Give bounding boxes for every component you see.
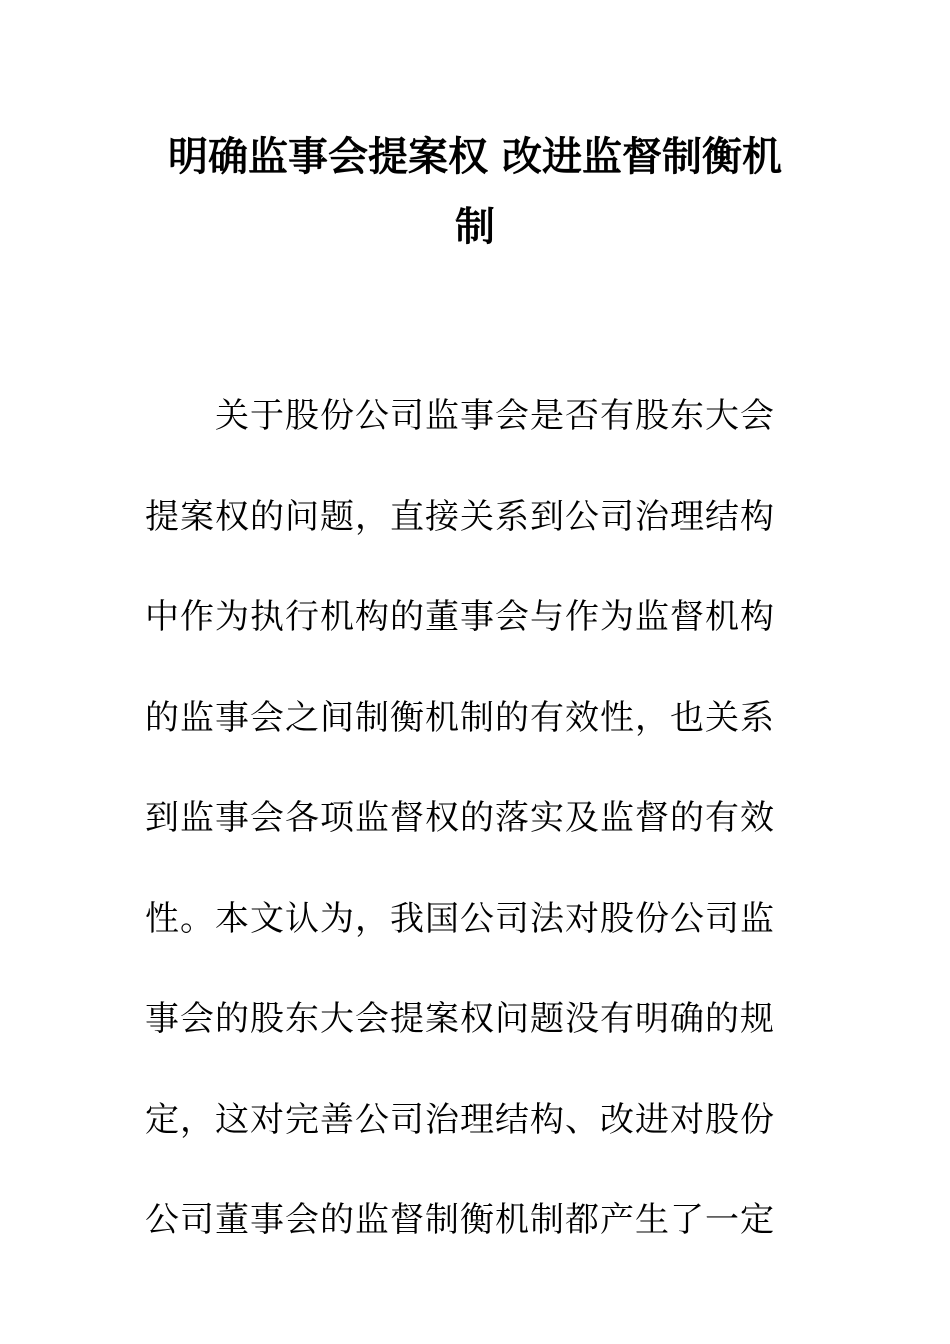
body-line-6: 性。本文认为，我国公司法对股份公司监 [145, 898, 775, 939]
body-line-7: 事会的股东大会提案权问题没有明确的规 [145, 999, 775, 1039]
title-line-2: 制 [455, 204, 495, 250]
body-line-3: 中作为执行机构的董事会与作为监督机构 [145, 597, 775, 637]
body-line-9: 公司董事会的监督制衡机制都产生了一定 [145, 1200, 775, 1240]
body-line-8: 定，这对完善公司治理结构、改进对股份 [145, 1099, 775, 1140]
body-line-1: 关于股份公司监事会是否有股东大会 [215, 396, 775, 436]
title-line-1: 明确监事会提案权 改进监督制衡机 [168, 134, 782, 180]
body-line-2: 提案权的问题，直接关系到公司治理结构 [145, 496, 775, 537]
document-title [145, 122, 805, 262]
body-paragraph [145, 366, 785, 1271]
body-line-5: 到监事会各项监督权的落实及监督的有效 [145, 798, 775, 838]
body-line-4: 的监事会之间制衡机制的有效性，也关系 [145, 697, 775, 738]
